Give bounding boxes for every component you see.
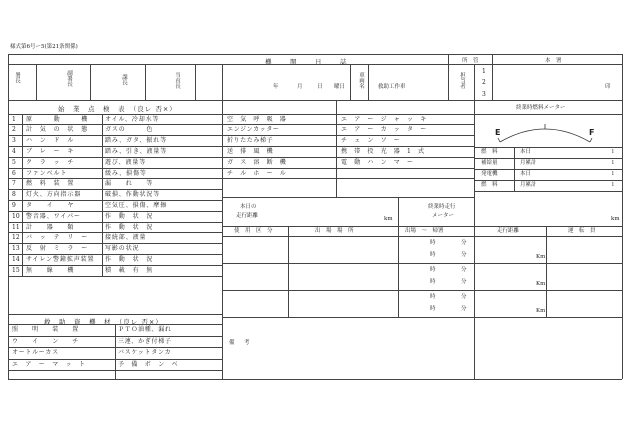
fuel-row-line: [474, 169, 622, 170]
usage-time-hour: 時: [430, 267, 436, 273]
insp-row-item: 計 気 の 状 態: [26, 126, 89, 134]
usage-col-divider: [398, 226, 399, 317]
affiliation-value: 本 署: [545, 58, 562, 64]
insp-row-line: [8, 222, 222, 223]
mileage-today-label: 本日の: [240, 204, 257, 210]
usage-time-min: 分: [461, 294, 467, 300]
insp-row-line: [8, 211, 222, 212]
stamp-label-deputy: 副署長: [66, 70, 72, 87]
person-num-2: 2: [482, 79, 486, 86]
usage-header-line: [222, 236, 622, 237]
usage-col-divider: [288, 226, 289, 317]
insp-row-number: 5: [12, 158, 16, 166]
fuel-group-divider: [514, 147, 515, 191]
rescue-item-a: ウ イ ン チ: [12, 337, 80, 345]
insp-row-check: 積 載 有 無: [105, 266, 154, 274]
insp-row-number: 1: [12, 115, 16, 123]
header-person-num-end: [492, 64, 493, 100]
header-person-label-end: [474, 64, 475, 100]
insp-item-divider: [102, 114, 103, 276]
insp-no-divider: [22, 114, 23, 276]
equip-col2-item: 携 帯 投 光 器 1 式: [341, 147, 425, 155]
rescue-item-a: 照 明 装 置: [12, 326, 80, 333]
fuel-row-label: 月累計: [520, 160, 537, 166]
insp-row-check: 緩み、損傷等: [105, 169, 147, 177]
insp-row-line: [8, 265, 222, 266]
mileage-today-label2: 走行距離: [236, 213, 259, 219]
frame-top: [8, 54, 622, 55]
insp-row-number: 6: [12, 169, 16, 177]
insp-row-number: 13: [12, 245, 20, 253]
frame-left: [8, 54, 9, 379]
insp-row-line: [8, 232, 222, 233]
insp-row-item: ファンベルト: [26, 169, 68, 177]
insp-row-check: 破損、作動状況等: [105, 191, 161, 199]
insp-row-line: [8, 146, 222, 147]
equip-row-line: [222, 135, 474, 136]
insp-row-number: 14: [12, 255, 20, 263]
affiliation-label: 所 管: [462, 58, 479, 64]
insp-row-line: [8, 243, 222, 244]
insp-row-item: 警音器、ワイパー: [26, 212, 81, 220]
rescue-title: 救 助 資 機 材 （良レ 否×）: [44, 318, 163, 326]
remarks-label: 備 考: [229, 340, 252, 346]
insp-row-item: 計 器 類: [26, 223, 75, 231]
insp-row-check: 空気圧、損傷、摩擦: [105, 201, 168, 209]
rescue-item-b: 三連、かぎ付梯子: [118, 337, 172, 345]
fuel-rows-top: [474, 147, 622, 148]
date-day: 日: [317, 84, 323, 90]
fuel-gauge-empty-label: E: [495, 128, 501, 137]
insp-row-line: [8, 124, 222, 125]
usage-header-cell: 出場 ～ 帰署: [405, 228, 444, 234]
header-stamp-end: [222, 64, 223, 100]
equip-col2-item: 電 動 ハ ン マ ー: [341, 158, 414, 166]
form-id: 様式第6号ー5(第21条関係): [10, 44, 78, 50]
remarks-top: [222, 317, 622, 318]
vehicle-name: 救助工作車: [378, 84, 406, 90]
insp-row-line: [8, 189, 222, 190]
rescue-row-line: [8, 347, 222, 348]
rescue-row-line: [8, 370, 222, 371]
rescue-item-a: オートルーカス: [12, 349, 59, 356]
insp-row-line: [8, 178, 222, 179]
usage-time2-hour: 時: [430, 306, 436, 312]
insp-row-check: 踏み、引き、液量等: [105, 147, 168, 155]
equip-col2-item: エ ア ー カ ッ タ ー: [341, 126, 427, 134]
usage-time2-min: 分: [461, 306, 467, 312]
person-num-3: 3: [482, 91, 486, 98]
fuel-row-line: [474, 158, 622, 159]
mileage-end-label: 終業時走行: [428, 204, 456, 210]
fuel-row-unit: l: [612, 182, 614, 188]
equip-col1-item: エンジンカッター: [227, 126, 280, 134]
usage-time-min: 分: [461, 240, 467, 246]
fuel-row-group: 燃 料: [481, 182, 498, 188]
header-vehicle-label-end: [368, 64, 369, 100]
rescue-row-line: [8, 336, 222, 337]
insp-row-line: [8, 168, 222, 169]
insp-row-item: ハ ン ド ル: [26, 137, 75, 145]
insp-row-number: 10: [12, 212, 20, 220]
fuel-row-line: [474, 191, 622, 192]
insp-row-check: ガスの 色: [105, 126, 154, 134]
insp-row-line: [8, 276, 222, 277]
rescue-item-b: 予 備 ボ ン ベ: [118, 360, 179, 368]
equip-col1-item: 空 気 呼 吸 器: [227, 115, 287, 123]
fuel-row-label: 本日: [520, 149, 532, 155]
usage-header-cell: 使 用 区 分: [234, 228, 273, 234]
rescue-item-b: バスケットタンカ: [118, 349, 172, 356]
page-title: 機 関 日 誌: [265, 58, 353, 66]
insp-row-number: 8: [12, 191, 16, 199]
frame-right: [622, 54, 623, 379]
usage-time2-min: 分: [461, 252, 467, 258]
usage-km-unit: Km: [536, 308, 546, 314]
usage-time-hour: 時: [430, 294, 436, 300]
mileage-mid: [398, 197, 399, 226]
insp-row-number: 3: [12, 137, 16, 145]
header-stamp-divider: [145, 64, 146, 100]
insp-row-number: 12: [12, 234, 20, 242]
insp-row-item: サイレン警鐘拡声装置: [26, 255, 95, 263]
header-title-bottom: [8, 64, 448, 65]
usage-col-divider: [546, 226, 547, 317]
col-divider-equip: [336, 100, 337, 197]
mileage-top: [222, 197, 474, 198]
insp-row-item: バ ッ テ リ ー: [26, 234, 89, 242]
fuel-row-line: [474, 180, 622, 181]
insp-row-item: ブ レ ー キ: [26, 147, 75, 155]
equip-col2-item: チ ェ ン ソ ー: [341, 137, 401, 145]
usage-header-cell: 走行距離: [497, 228, 520, 234]
header-stamp-divider: [36, 64, 37, 100]
insp-row-check: 漏 れ 等: [105, 180, 154, 188]
fuel-gauge-full-label: F: [589, 128, 595, 137]
insp-row-check: 遊び、液量等: [105, 158, 147, 166]
usage-row-line: [222, 290, 622, 291]
equip-row-line: [222, 168, 474, 169]
insp-row-check: 作 動 状 況: [105, 223, 154, 231]
header-date-end: [350, 64, 351, 100]
mileage-bottom: [222, 226, 622, 227]
equip-row-line: [222, 157, 474, 158]
equip-col1-item: チ ル ホ ー ル: [227, 169, 287, 177]
frame-bottom: [8, 379, 622, 380]
date-year: 年: [273, 84, 279, 90]
insp-row-item: 反 射 ミ ラ ー: [26, 245, 89, 253]
insp-row-check: 作 動 状 況: [105, 212, 154, 220]
insp-row-item: 原 動 機: [26, 115, 89, 123]
usage-time-min: 分: [461, 267, 467, 273]
insp-row-item: タ イ ヤ: [26, 201, 75, 209]
fuel-row-unit: l: [612, 160, 614, 166]
insp-row-line: [8, 200, 222, 201]
insp-row-check: 作 動 状 況: [105, 255, 154, 263]
equip-col2-item: エ ア ー ジ ャ ッ キ: [341, 115, 427, 123]
insp-row-item: 無 線 機: [26, 266, 75, 274]
col-divider-main: [222, 100, 223, 379]
equip-col1-item: ガ ス 溶 断 機: [227, 158, 287, 166]
usage-time2-hour: 時: [430, 252, 436, 258]
insp-row-number: 9: [12, 201, 16, 209]
equip-row-line: [222, 146, 474, 147]
vehicle-name-label: 車両名: [358, 72, 364, 89]
date-month: 月: [297, 84, 303, 90]
rescue-top: [8, 314, 222, 315]
rescue-row-line: [8, 359, 222, 360]
stamp-label-section: 課長: [121, 74, 127, 85]
insp-row-line: [8, 157, 222, 158]
fuel-row-group: 発電機: [481, 171, 498, 177]
usage-header-cell: 出 場 場 所: [315, 228, 354, 234]
usage-row-line: [222, 263, 622, 264]
fuel-row-label: 月累計: [520, 182, 537, 188]
seal-mark: 印: [605, 84, 611, 90]
equip-col1-item: 送 排 風 機: [227, 147, 274, 155]
fuel-row-group: 燃 料: [481, 149, 498, 155]
stamp-label-duty: 当直長: [174, 72, 180, 89]
insp-row-number: 7: [12, 180, 16, 188]
insp-row-number: 2: [12, 126, 16, 134]
fuel-row-group: 補給量: [481, 160, 498, 166]
rescue-item-b: ＰＴＯ油種、漏れ: [118, 326, 172, 333]
usage-km-unit: Km: [536, 281, 546, 287]
header-affiliation-left: [448, 54, 449, 100]
usage-col-divider: [474, 226, 475, 317]
usage-km-unit: Km: [536, 254, 546, 260]
usage-time2-hour: 時: [430, 279, 436, 285]
equip-row-line: [222, 124, 474, 125]
person-num-1: 1: [482, 68, 486, 75]
header-stamp-divider: [90, 64, 91, 100]
usage-header-cell: 運 転 員: [568, 228, 596, 234]
person-label: 担当者: [459, 72, 465, 89]
fuel-row-unit: l: [612, 149, 614, 155]
header-stamp-divider: [195, 64, 196, 100]
equip-row-line: [222, 178, 474, 179]
stamp-label-chief: 署長: [14, 72, 20, 83]
insp-row-number: 15: [12, 266, 20, 274]
insp-row-check: 写影の状況: [105, 245, 140, 253]
date-weekday: 曜日: [334, 84, 346, 90]
header-bottom: [8, 100, 622, 101]
rescue-item-a: エ ア ー マ ッ ト: [12, 360, 86, 368]
insp-row-item: 灯火、方向指示器: [26, 191, 82, 199]
mileage-end-label2: メーター: [432, 213, 455, 219]
mileage-end-unit: km: [611, 216, 620, 222]
fuel-meter-title: 終業時燃料メーター: [516, 105, 566, 111]
insp-row-check: 踏み、ガタ、振れ等: [105, 137, 168, 145]
insp-row-number: 4: [12, 147, 16, 155]
section-header-bottom: [8, 114, 622, 115]
usage-time-hour: 時: [430, 240, 436, 246]
insp-row-number: 11: [12, 223, 20, 231]
insp-row-item: 燃 料 装 置: [26, 180, 75, 188]
inspection-title: 始 業 点 検 表 （良レ 否×）: [58, 105, 177, 113]
fuel-row-unit: l: [612, 171, 614, 177]
mileage-today-unit: km: [384, 216, 393, 222]
insp-row-check: 接続部、液量: [105, 234, 147, 242]
insp-row-item: ク ラ ッ チ: [26, 158, 75, 166]
insp-row-check: オイル、冷却水等: [105, 115, 160, 123]
insp-row-line: [8, 135, 222, 136]
rescue-mid-divider: [115, 324, 116, 379]
equip-col1-item: 折りたたみ梯子: [227, 137, 274, 145]
header-affiliation-mid: [492, 54, 493, 64]
insp-row-line: [8, 254, 222, 255]
fuel-row-label: 本日: [520, 171, 532, 177]
usage-time2-min: 分: [461, 279, 467, 285]
